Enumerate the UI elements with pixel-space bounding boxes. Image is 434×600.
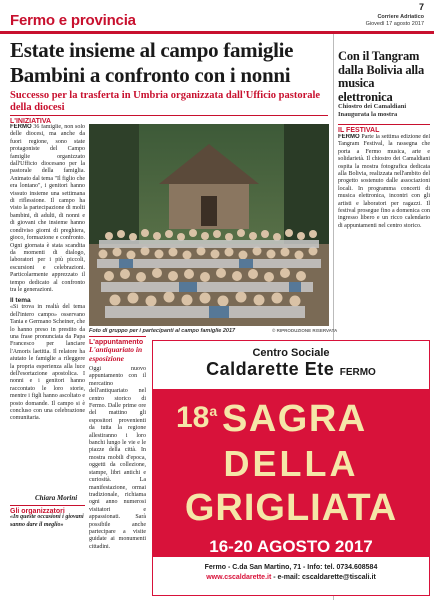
ad-edition [176, 401, 217, 435]
ad-red-panel [152, 389, 430, 557]
photo-caption: Foto di gruppo per i partecipanti al campo famiglie 2017 [89, 328, 236, 334]
publication-name: Corriere Adriatico [377, 14, 424, 20]
headline-line-2: Bambini a confronto con i nonni [10, 63, 291, 87]
headline-line-1: Estate insieme al campo famiglie [10, 38, 294, 62]
group-photo [89, 124, 329, 326]
main-headline [10, 38, 328, 88]
appuntamento-kicker: L'appuntamento [89, 336, 146, 346]
body-paragraph-1: 36 famiglie, non solo delle diocesi, ma anche da fuori regione, sono state protagoniste del Campo famiglie organizzato dall'Ufficio diocesano per la pastorale della famiglia. Animato dal tema "Il figlio che era lontano", i genitori hanno vissuto insieme una settimana di riflessione. Il campo ha visto la partecipazione di molti bambini, di adulti, di nonni e di giovani che insieme hanno condiviso giorni di preghiera, gioco, formazione e confronto. Ogni giornata è stata scandita da momenti di dialogo, laboratori per i più piccoli, escursioni e celebrazioni. Particolarmente apprezzato il tempo dedicato al confronto tra le generazioni. [10, 124, 85, 293]
sagra-advertisement [152, 340, 430, 596]
publication-info [366, 14, 424, 28]
main-subheadline: Successo per la trasferta in Umbria organizzata dall'Ufficio pastorale della diocesi [10, 90, 321, 113]
ad-header [153, 341, 429, 389]
appuntamento-headline: L'antiquariato in esposizione [89, 345, 143, 363]
page-number: 7 [418, 2, 424, 12]
photo-credit: © RIPRODUZIONE RISERVATA [272, 328, 338, 333]
right-body-text: Parte la settima edizione del Tangram Festival, la rassegna che porta a Fermo musica, arte e solidarietà. Il chiostro dei Camaldiani ospita la mostra fotografica dedicata alla Bolivia, realizzata nell'ambito del progetto sostenuto dalle associazioni locali. In programma concerti di musica elettronica, incontri con gli artisti e laboratori per ragazzi. Il festival prosegue fino a domenica con ingresso libero e un ricco calendario di appuntamenti nel centro storico. [338, 134, 430, 229]
ad-word-della: DELLA [223, 443, 359, 484]
ad-word-grigliata: GRIGLIATA [184, 487, 398, 529]
right-lead-place: FERMO [338, 134, 360, 140]
ad-org-name-text: Caldarette Ete [206, 359, 335, 379]
ad-contact [153, 563, 429, 583]
ad-org-line: Centro Sociale [252, 347, 330, 359]
ad-edition-number: 18 [176, 401, 210, 434]
ad-word-sagra: SAGRA [222, 398, 367, 440]
lead-place: FERMO [10, 124, 32, 130]
ad-dates: 16-20 AGOSTO 2017 [209, 537, 373, 556]
ad-email: - e-mail: cscaldarette@tiscali.it [273, 574, 376, 581]
section-title: Fermo e provincia [10, 12, 136, 29]
ad-edition-suffix: a [209, 403, 218, 419]
appuntamento-body: Oggi nuovo appuntamento con il mercatino dell'antiquariato nel centro storico di Fermo. Dalle prime ore del mattino gli espositori provenienti da tutta la regione allestiranno i loro banchi lungo le vie e le piazze della città. In mostra mobili d'epoca, oggetti da collezione, stampe, libri antichi e curiosità. La manifestazione, ormai tradizionale, richiama ogni anno numerosi visitatori e appassionati. Sarà possibile anche partecipare a visite guidate ai monumenti cittadini. [89, 366, 146, 550]
publication-date: Giovedì 17 agosto 2017 [365, 21, 424, 27]
right-article-body [338, 134, 430, 329]
main-article-body [10, 124, 85, 494]
main-kicker: L'INIZIATIVA [10, 115, 328, 125]
group-photo-image [89, 124, 329, 326]
section-rule [0, 31, 434, 34]
body-paragraph-2: «Si trova in realtà del tema dell'intero campo» osservano Tania e Germano Scheiner, che lo hanno preso in prestito da una frase pronunciata da Papa Francesco per lanciare l'Amoris laetitia. Il relatore ha aiutato le famiglie a rileggere la propria esperienza alla luce dell'esortazione apostolica. I nonni e i genitori hanno raccontato le loro storie, mentre i figli hanno ascoltato e posto domande. Il campo si è concluso con una celebrazione comunitaria. [10, 304, 85, 422]
ad-address: Fermo - C.da San Martino, 71 - Info: tel. 0734.608584 [204, 564, 378, 571]
right-subheadline: Chiostro dei Camaldiani Inaugurata la mostra [338, 103, 407, 118]
ad-org-city: FERMO [339, 367, 376, 378]
inline-subhead: Il tema [10, 297, 31, 305]
article-author: Chiara Morini [35, 494, 78, 502]
right-headline: Con il Tangram dalla Bolivia alla musica elettronica [338, 49, 424, 104]
ad-org-name [153, 359, 429, 383]
sidebar-quote: «In queste occasioni i giovani sanno dare il meglio» [10, 514, 84, 528]
right-kicker: IL FESTIVAL [338, 124, 430, 134]
ad-website: www.cscaldarette.it [206, 574, 272, 581]
sidebar-title: Gli organizzatori [10, 505, 85, 515]
